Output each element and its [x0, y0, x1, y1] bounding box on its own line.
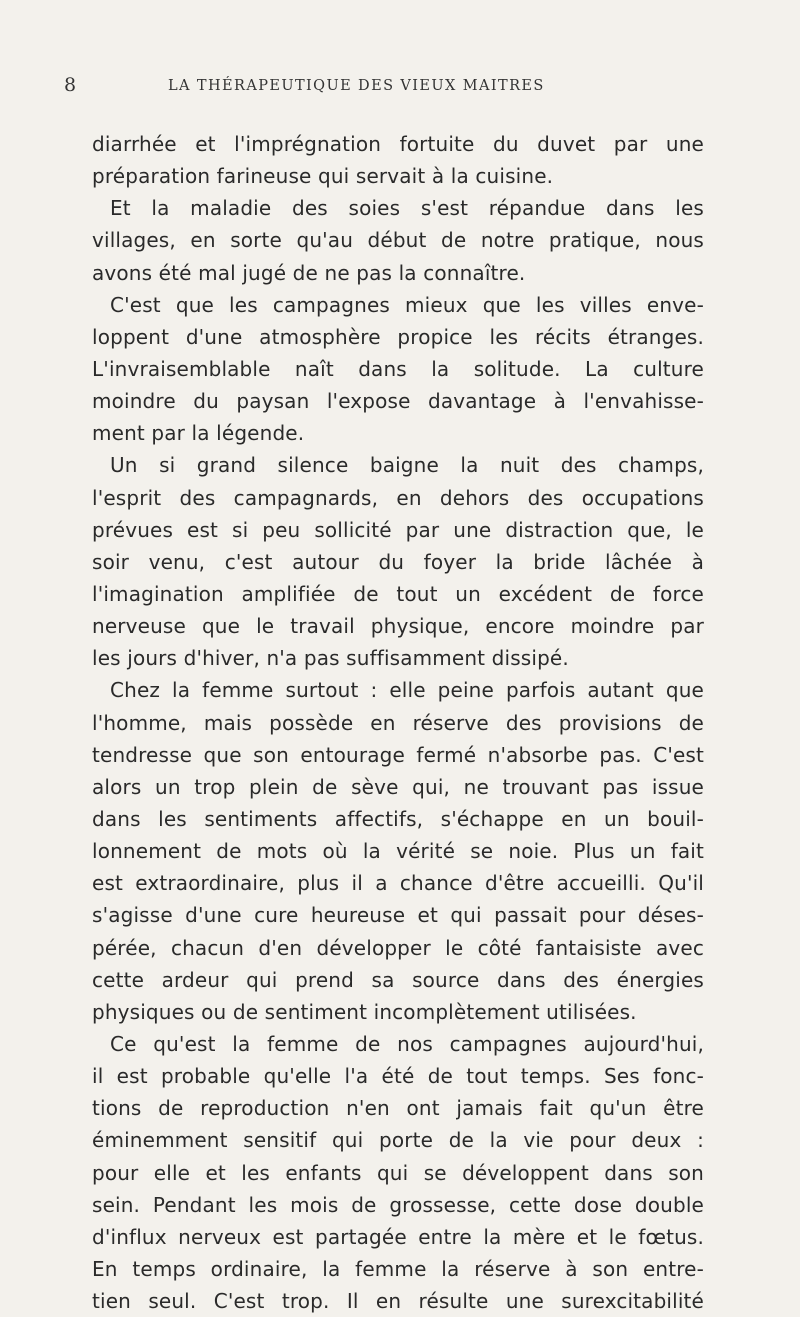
text-line: tions de reproduction n'en ont jamais fait qu'un être — [92, 1096, 704, 1121]
text-line: pérée, chacun d'en développer le côté fantaisiste avec — [92, 935, 704, 960]
text-line: dans les sentiments affectifs, s'échappe en un bouil- — [92, 806, 704, 831]
text-line: avons été mal jugé de ne pas la connaître. — [92, 260, 526, 285]
text-line: il est probable qu'elle l'a été de tout temps. Ses fonc- — [92, 1064, 704, 1089]
text-line: nerveuse que le travail physique, encore moindre par — [92, 614, 704, 639]
text-line: tien seul. C'est trop. Il en résulte une surexcitabilité — [92, 1289, 704, 1314]
text-line: préparation farineuse qui servait à la cuisine. — [92, 164, 554, 189]
text-line: s'agisse d'une cure heureuse et qui passait pour déses- — [92, 903, 704, 928]
text-line: tendresse que son entourage fermé n'absorbe pas. C'est — [92, 742, 704, 767]
text-line: physiques ou de sentiment incomplètement utilisées. — [92, 999, 637, 1024]
text-line: C'est que les campagnes mieux que les villes enve- — [110, 292, 704, 317]
text-line: soir venu, c'est autour du foyer la bride lâchée à — [92, 549, 704, 574]
text-line: Chez la femme surtout : elle peine parfois autant que — [110, 678, 704, 703]
text-line: loppent d'une atmosphère propice les récits étranges. — [92, 324, 704, 349]
body-text — [92, 128, 704, 1317]
text-line: Ce qu'est la femme de nos campagnes aujourd'hui, — [110, 1031, 704, 1056]
text-line: l'homme, mais possède en réserve des provisions de — [92, 710, 704, 735]
text-line: éminemment sensitif qui porte de la vie pour deux : — [92, 1128, 704, 1153]
text-line: sein. Pendant les mois de grossesse, cette dose double — [92, 1192, 704, 1217]
text-line: les jours d'hiver, n'a pas suffisamment dissipé. — [92, 646, 569, 671]
text-line: En temps ordinaire, la femme la réserve à son entre- — [92, 1256, 704, 1281]
page-number: 8 — [64, 74, 77, 96]
text-line: est extraordinaire, plus il a chance d'être accueilli. Qu'il — [92, 871, 704, 896]
text-line: Un si grand silence baigne la nuit des champs, — [110, 453, 704, 478]
text-line: L'invraisemblable naît dans la solitude. La culture — [92, 356, 704, 381]
text-line: pour elle et les enfants qui se développent dans son — [92, 1160, 704, 1185]
text-line: alors un trop plein de sève qui, ne trouvant pas issue — [92, 774, 704, 799]
text-line: prévues est si peu sollicité par une distraction que, le — [92, 517, 704, 542]
running-title: LA THÉRAPEUTIQUE DES VIEUX MAITRES — [168, 78, 545, 94]
text-line: l'esprit des campagnards, en dehors des occupations — [92, 485, 704, 510]
running-head — [64, 74, 724, 100]
text-line: Et la maladie des soies s'est répandue dans les — [110, 196, 704, 221]
text-line: lonnement de mots où la vérité se noie. Plus un fait — [92, 839, 704, 864]
text-line: villages, en sorte qu'au début de notre pratique, nous — [92, 228, 704, 253]
text-line: cette ardeur qui prend sa source dans des énergies — [92, 967, 704, 992]
text-line: l'imagination amplifiée de tout un excédent de force — [92, 581, 704, 606]
text-line: d'influx nerveux est partagée entre la mère et le fœtus. — [92, 1224, 704, 1249]
text-line: diarrhée et l'imprégnation fortuite du duvet par une — [92, 132, 704, 156]
text-line: ment par la légende. — [92, 421, 305, 446]
text-line: moindre du paysan l'expose davantage à l'envahisse- — [92, 389, 704, 414]
